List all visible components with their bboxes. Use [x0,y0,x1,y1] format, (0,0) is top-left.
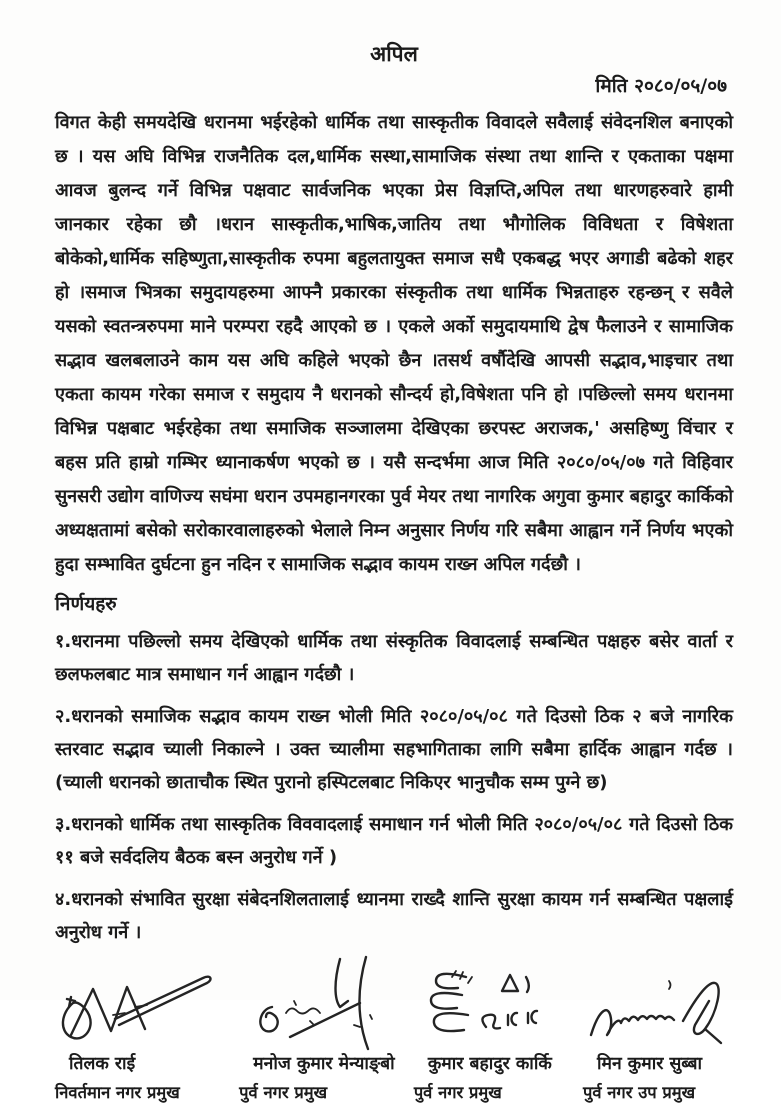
signature-block-min-kumar [583,973,733,1103]
document-date: मिति २०८०/०५/०७ [595,75,727,97]
decision-item-4: ४.धरानको संभावित सुरक्षा संबेदनशिलतालाई ध्यानमा राख्दै शान्ति सुरक्षा कायम गर्न सम्बन्धित पक्षलाई अनुरोध गर्ने । [55,889,733,943]
signatory-role: पुर्व नगर प्रमुख [413,1083,502,1102]
signatory-name: मिन कुमार सुब्बा [596,1054,702,1074]
decision-item-1: १.धरानमा पछिल्लो समय देखिएको धार्मिक तथा संस्कृतिक विवादलाई सम्बन्धित पक्षहरु बसेर वार्ता र छलफलबाट मात्र समाधान गर्न आह्वान गर्दछौ । [55,631,733,685]
page-title: अपिल [370,42,418,66]
decision-item-3: ३.धरानको धार्मिक तथा सास्कृतिक विववादलाई समाधान गर्न भोली मिति २०८०/०५/०८ गते दिउसो ठिक ११ बजे सर्वदलिय बैठक बस्न अनुरोध गर्ने ) [55,814,733,868]
signature-block-manoj-kumar [239,955,394,1103]
signatory-role: पुर्व नगर प्रमुख [239,1083,328,1102]
signatory-role: निवर्तमान नगर प्रमुख [55,1083,180,1102]
signatory-name: मनोज कुमार मेन्याङ्बो [253,1054,395,1074]
signature-row [55,955,733,1103]
signature-block-tilak-rai [55,973,220,1103]
handwritten-signature-icon [239,955,394,1051]
signatory-name: कुमार बहादुर कार्कि [427,1054,552,1074]
signatory-name: तिलक राई [69,1054,136,1074]
signature-block-kumar-bahadur [414,967,564,1103]
signatory-role: पुर्व नगर उप प्रमुख [582,1083,696,1102]
decision-item-2: २.धरानको समाजिक सद्भाव कायम राख्न भोली मिति २०८०/०५/०८ गते दिउसो ठिक २ बजे नागरिक स्तरवाट सद्भाव च्याली निकाल्ने । उक्त च्यालीमा सहभागिताका लागि सबैमा हार्दिक आह्वान गर्दछ ।(च्याली धरानको छाताचौक स्थित पुरानो हस्पिटलबाट निकिएर भानुचौक सम्म पुग्ने छ) [55,706,733,793]
handwritten-signature-icon [583,973,733,1051]
body-paragraph: विगत केही समयदेखि धरानमा भईरहेको धार्मिक तथा सास्कृतीक विवादले सवैलाई संवेदनशिल बनाएको छ । यस अघि विभिन्न राजनैतिक दल,धार्मिक सस्था,सामाजिक संस्था तथा शान्ति र एकताका पक्षमा आवज बुलन्द गर्ने विभिन्न पक्षवाट सार्वजनिक भएका प्रेस विज्ञप्ति,अपिल तथा धारणहरुवारे हामी जानकार रहेका छौ ।धरान सास्कृतीक,भाषिक,जातिय तथा भौगोलिक विविधता र विषेशता बोकेको,धार्मिक सहिष्णुता,सास्कृतीक रुपमा बहुलतायुक्त समाज सधै एकबद्ध भएर अगाडी बढेको शहर हो ।समाज भित्रका समुदायहरुमा आफ्नै प्रकारका संस्कृतीक तथा धार्मिक भिन्नताहरु रहन्छन् र सवैले यसको स्वतन्त्ररुपमा माने परम्परा रहदै आएको छ । एकले अर्को समुदायमाथि द्वेष फैलाउने र सामाजिक सद्भाव खलबलाउने काम यस अघि कहिले भएको छैन ।तसर्थ वर्षौदेखि आपसी सद्भाव,भाइचार तथा एकता कायम गरेका समाज र समुदाय नै धरानको सौन्दर्य हो,विषेशता पनि हो ।पछिल्लो समय धरानमा विभिन्न पक्षबाट भईरहेका तथा समाजिक सञ्जालमा देखिएका छरपस्ट अराजक,' असहिष्णु विंचार र बहस प्रति हाम्रो गम्भिर ध्यानाकर्षण भएको छ । यसै सन्दर्भमा आज मिति २०८०/०५/०७ गते विहिवार सुनसरी उद्योग वाणिज्य सघंमा धरान उपमहानगरका पुर्व मेयर तथा नागरिक अगुवा कुमार बहादुर कार्किको अध्यक्षतामां बसेको सरोकारवालाहरुको भेलाले निम्न अनुसार निर्णय गरि सबैमा आह्वान गर्ने निर्णय भएको हुदा सम्भावित दुर्घटना हुन नदिन र सामाजिक सद्भाव कायम राख्न अपिल गर्दछौ । [55,112,733,575]
handwritten-signature-icon [414,967,564,1051]
decisions-heading: निर्णयहरु [55,593,117,615]
handwritten-signature-icon [55,973,220,1051]
